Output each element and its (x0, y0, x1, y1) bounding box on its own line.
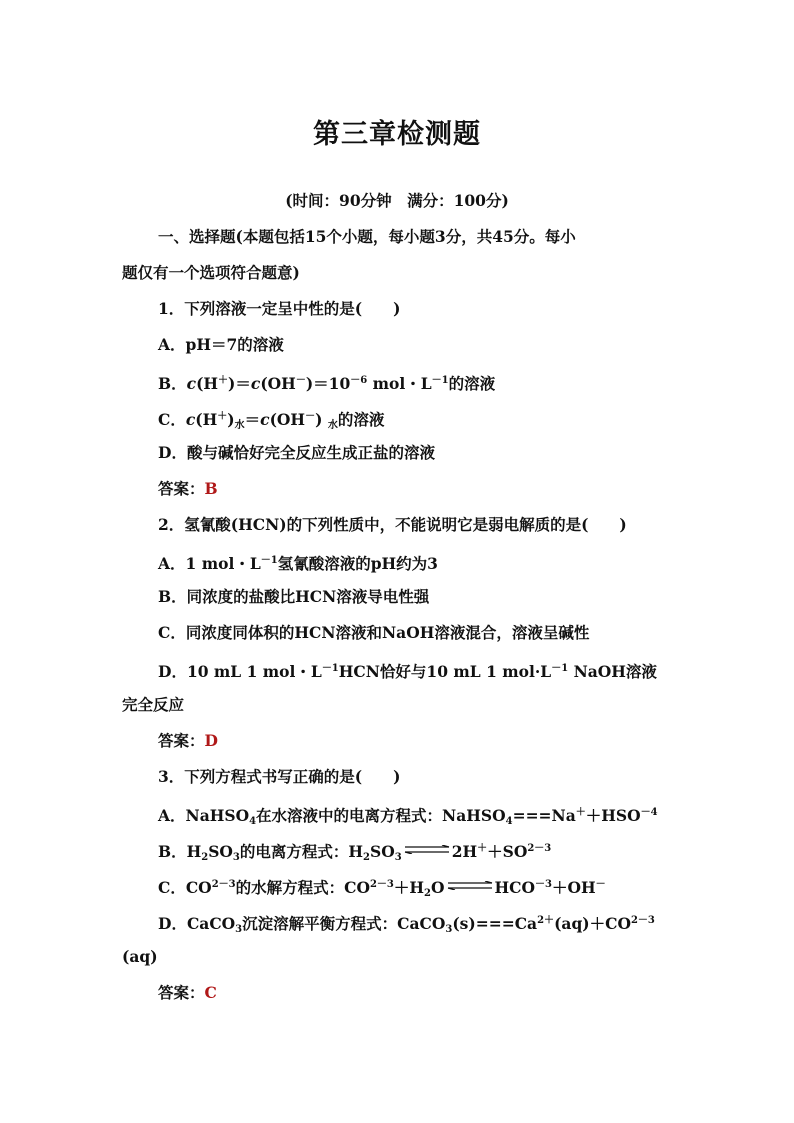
q1-option-d: D．酸与碱恰好完全反应生成正盐的溶液 (158, 443, 435, 462)
q1-answer-value: B (204, 479, 218, 498)
q2-option-b: B．同浓度的盐酸比HCN溶液导电性强 (158, 587, 430, 606)
section-heading-line1: 一、选择题(本题包括15个小题，每小题3分，共45分。每小 (158, 227, 576, 246)
q1-option-a: A．pH＝7的溶液 (158, 335, 284, 354)
q2-answer-value: D (204, 731, 218, 750)
q1-option-b: B．$c(H^+)=c(OH^-)=10^{-6}$ mol・$L^{-1}$的溶液 (158, 374, 496, 393)
q2-answer: 答案：D (158, 731, 218, 750)
equilibrium-arrow-icon (447, 881, 493, 890)
q3-option-d: D．CaCO$_3$沉淀溶解平衡方程式：$CaCO_3(s)===Ca^{2+}(aq)+CO^{2-3}$ (158, 914, 655, 935)
q3-answer-value: C (204, 983, 217, 1002)
q1-answer: 答案：B (158, 479, 218, 498)
q2-stem: 2．氢氰酸(HCN)的下列性质中，不能说明它是弱电解质的是( ) (158, 515, 627, 534)
q2-option-a: A．1 mol・$L^{-1}$氢氰酸溶液的pH约为3 (158, 554, 438, 573)
q2-option-c: C．同浓度同体积的HCN溶液和NaOH溶液混合，溶液呈碱性 (158, 623, 590, 642)
q2-option-d-line2: 完全反应 (122, 695, 185, 714)
q3-answer: 答案：C (158, 983, 217, 1002)
q3-option-a: A．NaHSO$_4$在水溶液中的电离方程式：$NaHSO_4===Na^++HSO^{-4}$ (158, 806, 658, 827)
equilibrium-arrow-icon (404, 845, 450, 854)
q3-option-c: C．$CO^{2-3}$的水解方程式：$CO^{2-3}+H_2O$ $HCO^{-3}+OH^-$ (158, 878, 606, 899)
q2-option-d: D．10 mL 1 mol・$L^{-1}HCN$恰好与10 mL 1 $mol\cdot L^{-1}$ NaOH溶液 (158, 662, 657, 681)
q1-stem: 1．下列溶液一定呈中性的是( ) (158, 299, 401, 318)
q3-option-b: B．$H_2SO_3$的电离方程式：$H_2SO_3$ $2H^++SO^{2-3}$ (158, 842, 552, 863)
q3-option-d-line2: (aq) (122, 947, 158, 966)
exam-meta: (时间：90分钟 满分：100分) (285, 191, 509, 210)
section-heading-line2: 题仅有一个选项符合题意) (122, 263, 300, 282)
q3-stem: 3．下列方程式书写正确的是( ) (158, 767, 401, 786)
q1-option-c: C．$c(H^+)_水=c(OH^-)$ $_水$的溶液 (158, 410, 385, 431)
page-title: 第三章检测题 (313, 119, 481, 150)
